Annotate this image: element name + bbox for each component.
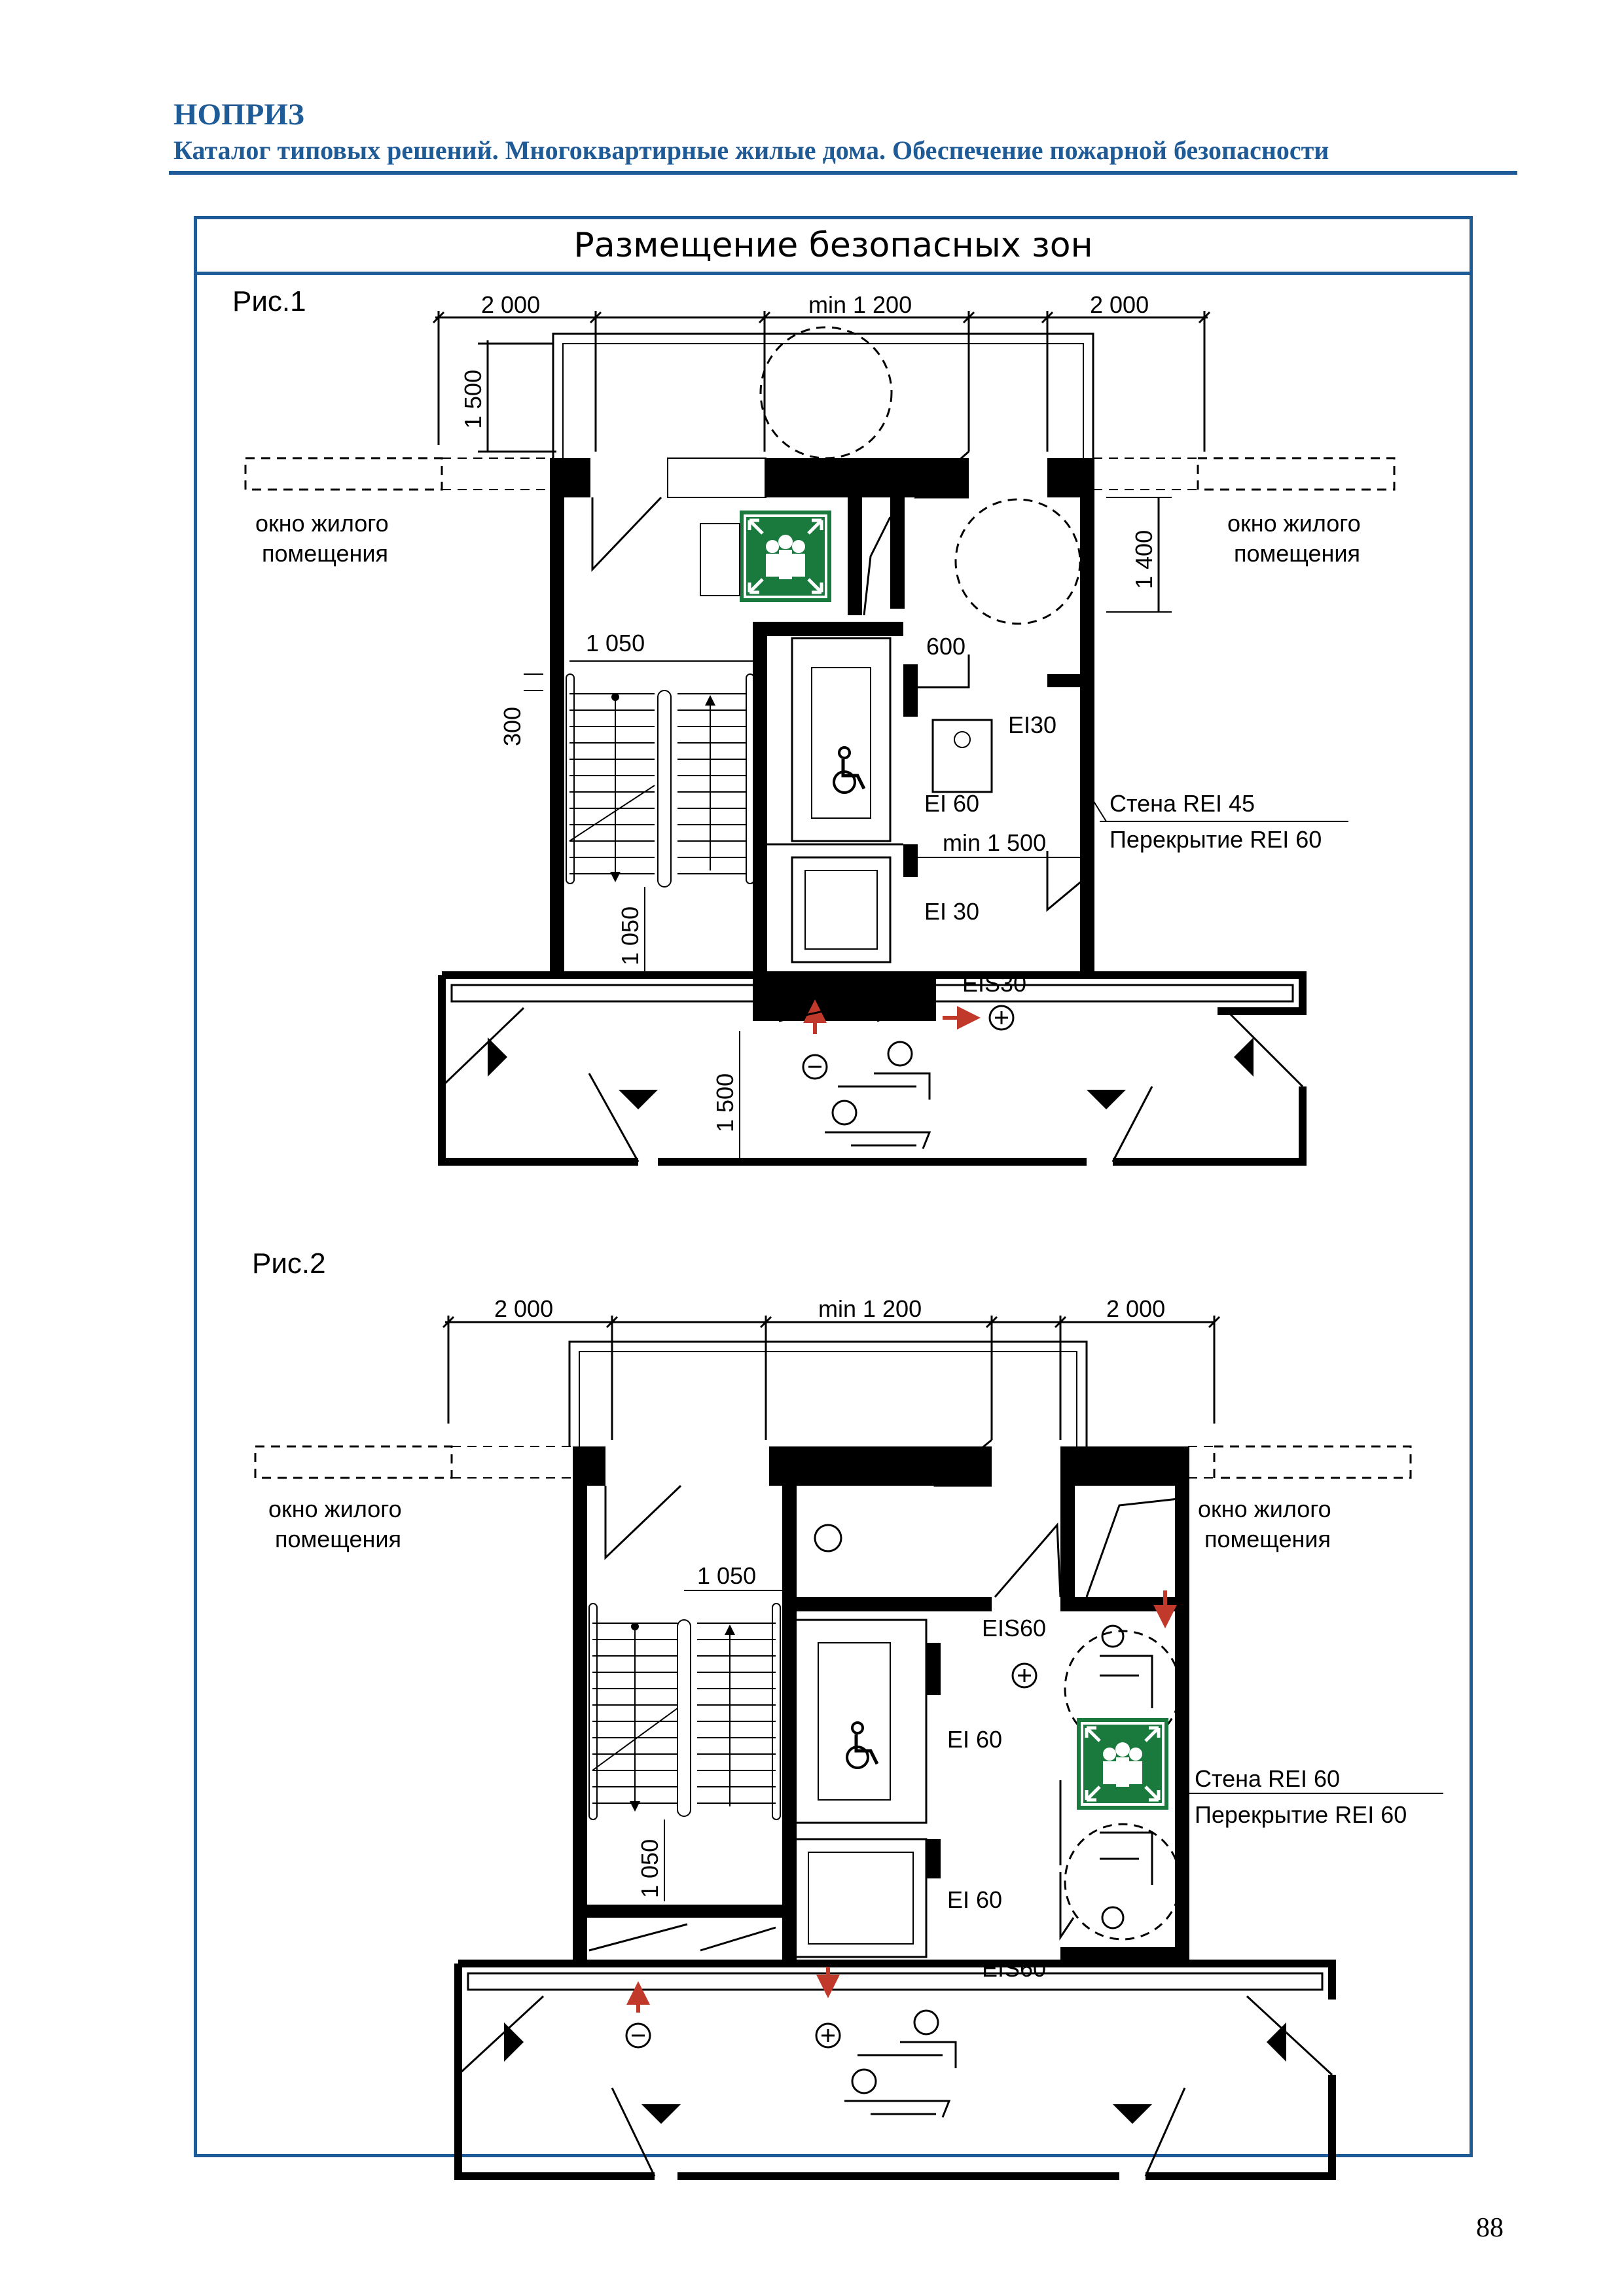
fig1-safe-zone-sign — [740, 511, 831, 602]
fig1-dim-1050-side: 1 050 — [617, 906, 643, 965]
fig1-ei30-upper: EI30 — [1008, 711, 1057, 738]
fig1-door-arrow-down-left — [619, 1090, 658, 1109]
fig1-elevator-small — [792, 857, 890, 962]
fig1-turning-circle-right — [956, 499, 1080, 624]
fig1-wheelchair-users-drawing — [825, 1042, 929, 1149]
fig1-dim-300: 300 — [499, 706, 526, 746]
fig1-dim-600: 600 — [926, 633, 966, 660]
figure-2-plan — [252, 1247, 1443, 2176]
fig1-dim-center: min 1 200 — [808, 291, 912, 318]
fig1-dim-left: 2 000 — [481, 291, 541, 318]
fig2-window-label-left-1: окно жилого — [268, 1496, 402, 1522]
fig1-dim-1500-top: 1 500 — [460, 369, 486, 429]
fig1-dim-1400: 1 400 — [1130, 529, 1157, 589]
fig2-eis60-upper: EIS60 — [982, 1615, 1047, 1641]
fig2-dim-right: 2 000 — [1106, 1295, 1166, 1322]
fig2-floor-label: Перекрытие REI 60 — [1195, 1801, 1407, 1828]
fig1-wall-label: Стена REI 45 — [1110, 790, 1255, 817]
fig2-safe-zone-sign — [1077, 1718, 1168, 1810]
fig1-ei60: EI 60 — [924, 790, 980, 817]
fig2-staircase — [589, 1590, 782, 1820]
fig2-door-arrow-right — [1267, 2022, 1286, 2062]
fig2-ei60-upper: EI 60 — [947, 1726, 1003, 1753]
fig1-elevator-large — [792, 638, 890, 841]
fig2-elevator-large — [795, 1620, 926, 1823]
catalog-subtitle: Каталог типовых решений. Многоквартирные жилые дома. Обеспечение пожарной безопасности — [173, 135, 1329, 165]
frame-title: Размещение безопасных зон — [197, 219, 1470, 275]
fig2-window-label-left-2: помещения — [275, 1526, 402, 1552]
fig1-dim-1500-bottom: 1 500 — [712, 1073, 738, 1132]
fig2-window-label-right-2: помещения — [1204, 1526, 1331, 1552]
figure-1-plan — [232, 285, 1394, 1162]
fig2-wheelchair-icon — [847, 1723, 877, 1768]
fig1-wheelchair-icon — [834, 747, 864, 793]
fig1-window-label-right-1: окно жилого — [1227, 510, 1361, 537]
fig1-fire-cabinet-icon — [933, 720, 992, 792]
page-number: 88 — [1476, 2213, 1504, 2243]
fig1-ei30-lower: EI 30 — [924, 898, 980, 925]
fig1-dim-right: 2 000 — [1090, 291, 1149, 318]
fig2-window-left — [255, 1446, 452, 1478]
fig2-corridor-wheelchair-users — [844, 2011, 956, 2117]
fig2-window-right — [1214, 1446, 1411, 1478]
fig2-dim-center: min 1 200 — [818, 1295, 922, 1322]
fig2-ei60-lower: EI 60 — [947, 1886, 1003, 1913]
fig2-elevator-small — [795, 1839, 926, 1957]
fig2-eis60-lower: EIS60 — [982, 1955, 1047, 1982]
fig2-door-arrow-left — [504, 2022, 524, 2062]
fig1-caption: Рис.1 — [232, 285, 306, 317]
fig2-dim-1050-top: 1 050 — [697, 1562, 757, 1589]
fig1-eis30: EIS30 — [962, 970, 1027, 997]
fig2-wall-label: Стена REI 60 — [1195, 1765, 1341, 1792]
fig1-wheelchair-users-icon — [700, 524, 740, 596]
fig2-caption: Рис.2 — [252, 1247, 326, 1280]
org-name: НОПРИЗ — [173, 98, 304, 132]
fig2-dim-1050-side: 1 050 — [636, 1839, 663, 1898]
fig1-staircase — [566, 661, 754, 887]
fig1-door-arrow-down-right — [1087, 1090, 1126, 1109]
fig1-window-label-right-2: помещения — [1234, 540, 1361, 567]
fig1-dim-1050-top: 1 050 — [586, 630, 645, 656]
fig1-door-arrow-left — [488, 1037, 507, 1077]
fig1-window-left — [245, 458, 442, 490]
fig1-turning-circle-top — [761, 327, 892, 458]
fig1-window-right — [1198, 458, 1394, 490]
fig1-door-arrow-right — [1234, 1037, 1254, 1077]
fig2-door-arrow-down-left — [641, 2104, 681, 2124]
fig2-hydrant-icon — [815, 1525, 841, 1551]
fig1-window-label-left-2: помещения — [262, 540, 389, 567]
fig2-window-label-right-1: окно жилого — [1198, 1496, 1331, 1522]
fig1-floor-label: Перекрытие REI 60 — [1110, 826, 1322, 853]
fig1-window-label-left-1: окно жилого — [255, 510, 389, 537]
fig2-door-arrow-down-right — [1113, 2104, 1152, 2124]
fig2-dim-left: 2 000 — [494, 1295, 554, 1322]
fig1-dim-min1500: min 1 500 — [943, 829, 1047, 856]
